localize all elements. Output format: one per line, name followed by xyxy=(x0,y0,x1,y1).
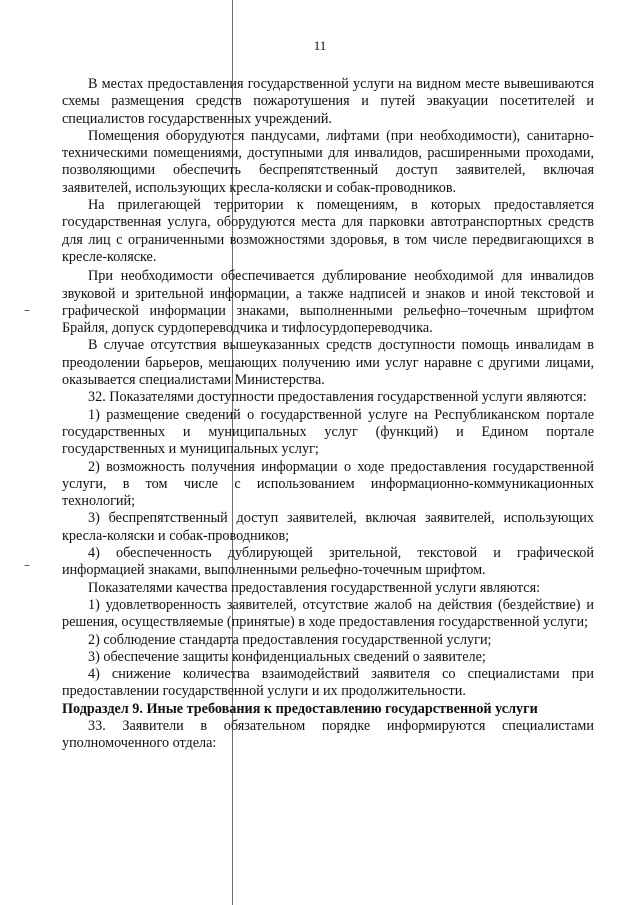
list-item: 4) снижение количества взаимодействий заявителя со специалистами при предоставлении государственной услуги и их продолжительности. xyxy=(62,666,594,700)
list-item: 3) беспрепятственный доступ заявителей, включая заявителей, использующих кресла-коляски и собак-проводников; xyxy=(62,510,594,544)
paragraph: На прилегающей территории к помещениям, в которых предоставляется государственная услуга, оборудуются места для парковки автотранспортных средств для лиц с ограниченными возможностями здоровья, в том числе передвигающихся в кресле-коляске. xyxy=(62,197,594,265)
paragraph: 33. Заявители в обязательном порядке информируются специалистами уполномоченного отдела: xyxy=(62,717,594,752)
list-item: 1) размещение сведений о государственной услуге на Республиканском портале государственных и муниципальных услуг (функций) и Едином портале государственных и муниципальных услуг; xyxy=(62,406,594,458)
list-item: 2) возможность получения информации о ходе предоставления государственной услуги, в том числе с использованием информационно-коммуникационных технологий; xyxy=(62,458,594,510)
list-item: 4) обеспеченность дублирующей зрительной, текстовой и графической информацией знаками, выполненными рельефно-точечным шрифтом. xyxy=(62,545,594,579)
list-item: 3) обеспечение защиты конфиденциальных сведений о заявителе; xyxy=(88,648,486,665)
document-body xyxy=(62,76,594,753)
list-item: 1) удовлетворенность заявителей, отсутствие жалоб на действия (бездействие) и решения, осуществляемые (принятые) в ходе предоставления государственной услуги; xyxy=(62,596,594,631)
page-number: 11 xyxy=(313,38,327,53)
paragraph: 32. Показателями доступности предоставления государственной услуги являются: xyxy=(88,389,587,406)
subsection-title: Подраздел 9. Иные требования к предоставлению государственной услуги xyxy=(62,700,538,717)
list-item: 2) соблюдение стандарта предоставления государственной услуги; xyxy=(88,631,492,648)
margin-mark: – xyxy=(24,303,30,317)
margin-mark: – xyxy=(24,558,30,572)
paragraph: При необходимости обеспечивается дублирование необходимой для инвалидов звуковой и зрительной информации, а также надписей и знаков и иной текстовой и графической информации знаками, выполненными рельефно–точечным шрифтом Брайля, допуск сурдопереводчика и тифлосурдопереводчика. xyxy=(62,268,594,337)
paragraph: В случае отсутствия вышеуказанных средств доступности помощь инвалидам в преодолении барьеров, мешающих получению ими услуг наравне с другими лицами, оказывается специалистами Министерства. xyxy=(62,337,594,389)
paragraph: Показателями качества предоставления государственной услуги являются: xyxy=(88,579,541,596)
paragraph: Помещения оборудуются пандусами, лифтами (при необходимости), санитарно-техническими помещениями, доступными для инвалидов, расширенными проходами, позволяющими обеспечить беспрепятственный доступ заявителей, включая заявителей, использующих кресла-коляски и собак-проводников. xyxy=(62,127,594,196)
paragraph: В местах предоставления государственной услуги на видном месте вывешиваются схемы размещения средств пожаротушения и путей эвакуации посетителей и специалистов государственных учреждений. xyxy=(62,76,594,127)
